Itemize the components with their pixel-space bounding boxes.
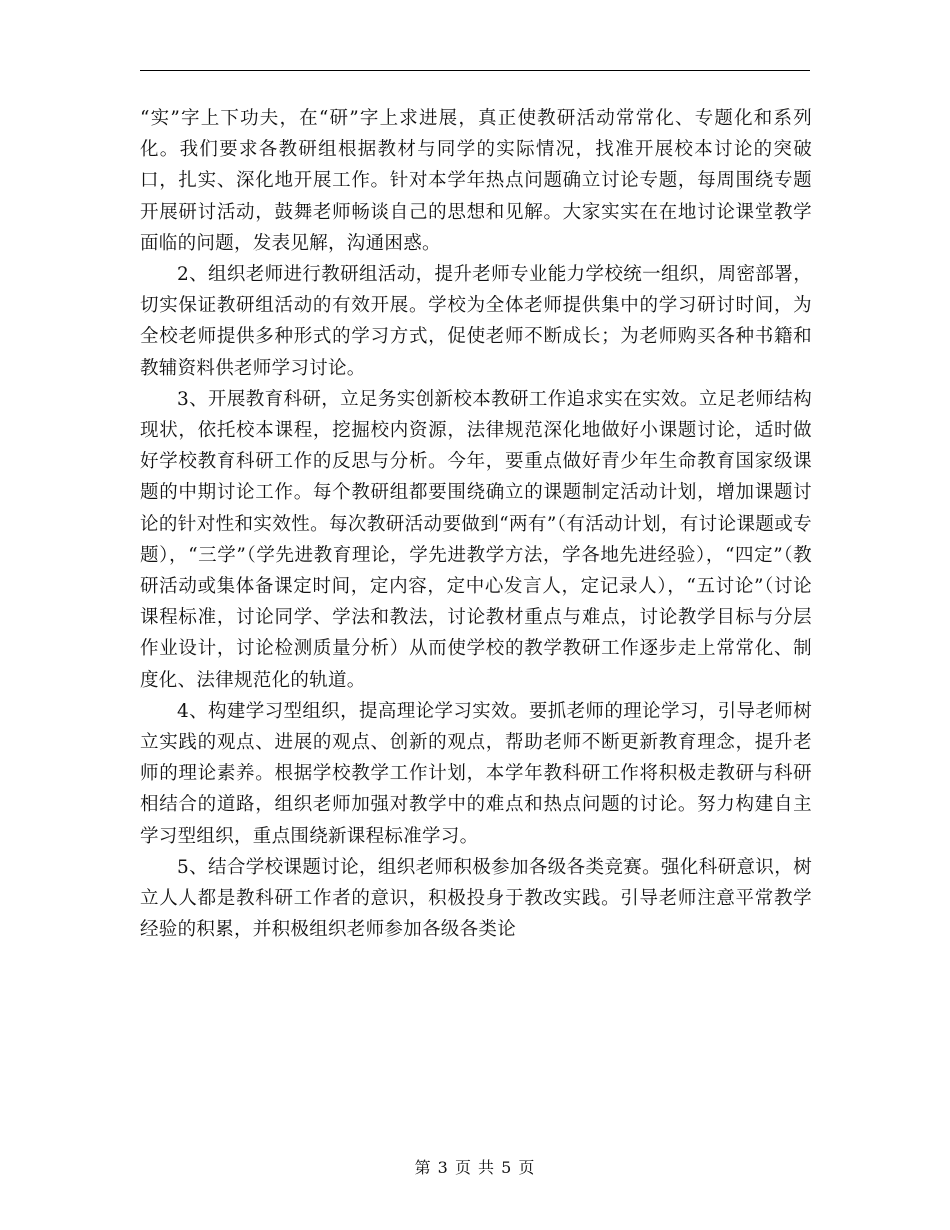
paragraph-continuation: “实”字上下功夫，在“研”字上求进展，真正使教研活动常常化、专题化和系列化。我们要求各教研组根据教材与同学的实际情况，找准开展校本讨论的突破口，扎实、深化地开展工作。针对本学年热点问题确立讨论专题，每周围绕专题开展研讨活动，鼓舞老师畅谈自己的思想和见解。大家实实在在地讨论课堂教学面临的问题，发表见解，沟通困惑。 — [140, 108, 812, 254]
document-body — [140, 103, 812, 945]
page-number-footer: 第 3 页 共 5 页 — [414, 1158, 536, 1177]
paragraph-item-2: 2、组织老师进行教研组活动，提升老师专业能力学校统一组织，周密部署，切实保证教研组活动的有效开展。学校为全体老师提供集中的学习研讨时间，为全校老师提供多种形式的学习方式，促使老师不断成长；为老师购买各种书籍和教辅资料供老师学习讨论。 — [140, 264, 812, 379]
paragraph-item-5: 5、结合学校课题讨论，组织老师积极参加各级各类竞赛。强化科研意识，树立人人都是教科研工作者的意识，积极投身于教改实践。引导老师注意平常教学经验的积累，并积极组织老师参加各级各类论 — [140, 856, 812, 941]
paragraph-item-3: 3、开展教育科研，立足务实创新校本教研工作追求实在实效。立足老师结构现状，依托校本课程，挖掘校内资源，法律规范深化地做好小课题讨论，适时做好学校教育科研工作的反思与分析。今年，要重点做好青少年生命教育国家级课题的中期讨论工作。每个教研组都要围绕确立的课题制定活动计划，增加课题讨论的针对性和实效性。每次教研活动要做到“两有”（有活动计划，有讨论课题或专题），“三学”（学先进教育理论，学先进教学方法，学各地先进经验），“四定”（教研活动或集体备课定时间，定内容，定中心发言人，定记录人），“五讨论”（讨论课程标准，讨论同学、学法和教法，讨论教材重点与难点，讨论教学目标与分层作业设计，讨论检测质量分析）从而使学校的教学教研工作逐步走上常常化、制度化、法律规范化的轨道。 — [140, 388, 812, 691]
header-rule — [140, 70, 810, 71]
paragraph-item-4: 4、构建学习型组织，提高理论学习实效。要抓老师的理论学习，引导老师树立实践的观点、进展的观点、创新的观点，帮助老师不断更新教育理念，提升老师的理论素养。根据学校教学工作计划，本学年教科研工作将积极走教研与科研相结合的道路，组织老师加强对教学中的难点和热点问题的讨论。努力构建自主学习型组织，重点围绕新课程标准学习。 — [140, 700, 812, 847]
